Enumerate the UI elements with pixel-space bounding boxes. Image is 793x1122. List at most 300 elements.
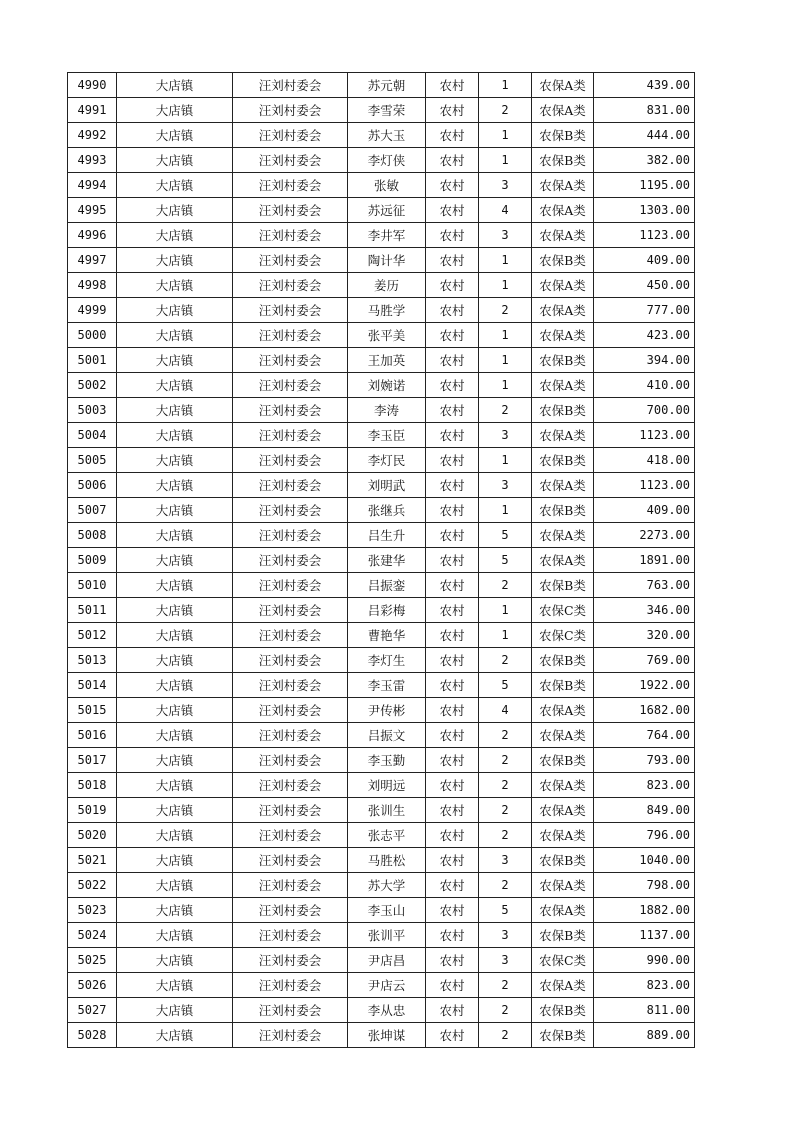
table-row	[68, 923, 695, 948]
table-row	[68, 673, 695, 698]
cell-count: 1	[479, 373, 532, 398]
cell-count: 2	[479, 1023, 532, 1048]
cell-village: 汪刘村委会	[233, 823, 348, 848]
table-row	[68, 573, 695, 598]
cell-type: 农村	[426, 1023, 479, 1048]
cell-amount: 811.00	[594, 998, 695, 1023]
cell-count: 5	[479, 523, 532, 548]
cell-category: 农保B类	[532, 748, 594, 773]
cell-village: 汪刘村委会	[233, 773, 348, 798]
cell-category: 农保A类	[532, 823, 594, 848]
cell-amount: 450.00	[594, 273, 695, 298]
cell-name: 王加英	[348, 348, 426, 373]
cell-town: 大店镇	[117, 648, 233, 673]
cell-id: 5017	[68, 748, 117, 773]
cell-category: 农保B类	[532, 648, 594, 673]
cell-town: 大店镇	[117, 223, 233, 248]
cell-village: 汪刘村委会	[233, 573, 348, 598]
cell-village: 汪刘村委会	[233, 273, 348, 298]
cell-town: 大店镇	[117, 423, 233, 448]
cell-village: 汪刘村委会	[233, 198, 348, 223]
cell-type: 农村	[426, 798, 479, 823]
cell-town: 大店镇	[117, 373, 233, 398]
cell-village: 汪刘村委会	[233, 873, 348, 898]
cell-type: 农村	[426, 398, 479, 423]
cell-amount: 409.00	[594, 498, 695, 523]
cell-type: 农村	[426, 98, 479, 123]
cell-name: 李井军	[348, 223, 426, 248]
cell-amount: 382.00	[594, 148, 695, 173]
cell-type: 农村	[426, 273, 479, 298]
cell-town: 大店镇	[117, 323, 233, 348]
cell-count: 3	[479, 948, 532, 973]
cell-name: 尹店云	[348, 973, 426, 998]
table-row	[68, 398, 695, 423]
cell-type: 农村	[426, 523, 479, 548]
cell-name: 马胜松	[348, 848, 426, 873]
cell-id: 5010	[68, 573, 117, 598]
cell-count: 1	[479, 248, 532, 273]
cell-id: 4991	[68, 98, 117, 123]
cell-amount: 769.00	[594, 648, 695, 673]
cell-count: 2	[479, 648, 532, 673]
cell-count: 2	[479, 398, 532, 423]
cell-village: 汪刘村委会	[233, 498, 348, 523]
cell-name: 刘明武	[348, 473, 426, 498]
cell-town: 大店镇	[117, 98, 233, 123]
cell-id: 4996	[68, 223, 117, 248]
cell-category: 农保A类	[532, 373, 594, 398]
cell-town: 大店镇	[117, 348, 233, 373]
cell-id: 4992	[68, 123, 117, 148]
cell-town: 大店镇	[117, 873, 233, 898]
table-row	[68, 323, 695, 348]
cell-type: 农村	[426, 998, 479, 1023]
cell-name: 李玉雷	[348, 673, 426, 698]
cell-count: 5	[479, 898, 532, 923]
cell-id: 4990	[68, 73, 117, 98]
cell-category: 农保B类	[532, 148, 594, 173]
cell-town: 大店镇	[117, 748, 233, 773]
table-row	[68, 1023, 695, 1048]
cell-type: 农村	[426, 748, 479, 773]
cell-town: 大店镇	[117, 998, 233, 1023]
cell-id: 4997	[68, 248, 117, 273]
cell-count: 5	[479, 673, 532, 698]
cell-count: 2	[479, 723, 532, 748]
cell-category: 农保B类	[532, 248, 594, 273]
cell-village: 汪刘村委会	[233, 648, 348, 673]
cell-category: 农保C类	[532, 598, 594, 623]
cell-town: 大店镇	[117, 773, 233, 798]
cell-town: 大店镇	[117, 73, 233, 98]
cell-amount: 990.00	[594, 948, 695, 973]
cell-category: 农保B类	[532, 448, 594, 473]
cell-count: 5	[479, 548, 532, 573]
cell-name: 张志平	[348, 823, 426, 848]
cell-village: 汪刘村委会	[233, 448, 348, 473]
cell-amount: 1195.00	[594, 173, 695, 198]
cell-category: 农保A类	[532, 723, 594, 748]
cell-name: 苏远征	[348, 198, 426, 223]
table-row	[68, 723, 695, 748]
table-row	[68, 623, 695, 648]
table-row	[68, 798, 695, 823]
cell-count: 3	[479, 223, 532, 248]
cell-amount: 1882.00	[594, 898, 695, 923]
table-row	[68, 73, 695, 98]
cell-type: 农村	[426, 348, 479, 373]
cell-village: 汪刘村委会	[233, 173, 348, 198]
cell-type: 农村	[426, 198, 479, 223]
cell-id: 5020	[68, 823, 117, 848]
cell-name: 张训平	[348, 923, 426, 948]
cell-village: 汪刘村委会	[233, 373, 348, 398]
cell-id: 5003	[68, 398, 117, 423]
table-row	[68, 173, 695, 198]
cell-name: 尹传彬	[348, 698, 426, 723]
cell-id: 5009	[68, 548, 117, 573]
cell-count: 3	[479, 848, 532, 873]
cell-type: 农村	[426, 898, 479, 923]
cell-type: 农村	[426, 73, 479, 98]
cell-type: 农村	[426, 723, 479, 748]
cell-id: 5024	[68, 923, 117, 948]
table-row	[68, 223, 695, 248]
cell-amount: 889.00	[594, 1023, 695, 1048]
cell-village: 汪刘村委会	[233, 148, 348, 173]
cell-village: 汪刘村委会	[233, 73, 348, 98]
cell-village: 汪刘村委会	[233, 423, 348, 448]
cell-town: 大店镇	[117, 973, 233, 998]
cell-town: 大店镇	[117, 198, 233, 223]
cell-type: 农村	[426, 323, 479, 348]
cell-name: 陶计华	[348, 248, 426, 273]
cell-village: 汪刘村委会	[233, 323, 348, 348]
cell-category: 农保B类	[532, 123, 594, 148]
cell-village: 汪刘村委会	[233, 598, 348, 623]
cell-id: 5012	[68, 623, 117, 648]
cell-name: 李灯侠	[348, 148, 426, 173]
cell-type: 农村	[426, 948, 479, 973]
cell-amount: 798.00	[594, 873, 695, 898]
cell-town: 大店镇	[117, 498, 233, 523]
cell-village: 汪刘村委会	[233, 623, 348, 648]
cell-town: 大店镇	[117, 698, 233, 723]
cell-amount: 444.00	[594, 123, 695, 148]
cell-village: 汪刘村委会	[233, 123, 348, 148]
roster-table	[67, 72, 695, 1048]
roster-body	[68, 73, 695, 1048]
cell-category: 农保A类	[532, 523, 594, 548]
cell-amount: 1040.00	[594, 848, 695, 873]
cell-category: 农保A类	[532, 973, 594, 998]
cell-amount: 823.00	[594, 773, 695, 798]
cell-type: 农村	[426, 773, 479, 798]
table-row	[68, 698, 695, 723]
cell-village: 汪刘村委会	[233, 398, 348, 423]
table-row	[68, 98, 695, 123]
table-row	[68, 248, 695, 273]
table-row	[68, 548, 695, 573]
cell-town: 大店镇	[117, 948, 233, 973]
table-row	[68, 473, 695, 498]
table-row	[68, 448, 695, 473]
cell-id: 5018	[68, 773, 117, 798]
cell-amount: 1891.00	[594, 548, 695, 573]
cell-village: 汪刘村委会	[233, 723, 348, 748]
cell-type: 农村	[426, 473, 479, 498]
cell-id: 5023	[68, 898, 117, 923]
cell-category: 农保A类	[532, 73, 594, 98]
cell-count: 1	[479, 73, 532, 98]
cell-category: 农保A类	[532, 773, 594, 798]
cell-amount: 1922.00	[594, 673, 695, 698]
cell-count: 2	[479, 573, 532, 598]
cell-category: 农保B类	[532, 398, 594, 423]
cell-type: 农村	[426, 148, 479, 173]
cell-name: 吕振文	[348, 723, 426, 748]
cell-amount: 849.00	[594, 798, 695, 823]
cell-name: 李涛	[348, 398, 426, 423]
cell-town: 大店镇	[117, 173, 233, 198]
cell-name: 李玉臣	[348, 423, 426, 448]
cell-category: 农保A类	[532, 798, 594, 823]
table-row	[68, 198, 695, 223]
table-row	[68, 423, 695, 448]
cell-name: 李玉勤	[348, 748, 426, 773]
cell-name: 张建华	[348, 548, 426, 573]
cell-name: 曹艳华	[348, 623, 426, 648]
cell-id: 5006	[68, 473, 117, 498]
cell-town: 大店镇	[117, 823, 233, 848]
cell-id: 5028	[68, 1023, 117, 1048]
cell-name: 吕振銮	[348, 573, 426, 598]
cell-category: 农保A类	[532, 198, 594, 223]
cell-town: 大店镇	[117, 923, 233, 948]
cell-category: 农保B类	[532, 348, 594, 373]
cell-count: 1	[479, 448, 532, 473]
cell-count: 1	[479, 323, 532, 348]
cell-type: 农村	[426, 873, 479, 898]
table-row	[68, 298, 695, 323]
cell-count: 2	[479, 798, 532, 823]
cell-type: 农村	[426, 123, 479, 148]
cell-type: 农村	[426, 373, 479, 398]
table-row	[68, 848, 695, 873]
cell-id: 5004	[68, 423, 117, 448]
cell-name: 吕彩梅	[348, 598, 426, 623]
cell-name: 李灯民	[348, 448, 426, 473]
cell-count: 2	[479, 873, 532, 898]
cell-id: 5008	[68, 523, 117, 548]
cell-amount: 796.00	[594, 823, 695, 848]
table-row	[68, 348, 695, 373]
cell-amount: 1303.00	[594, 198, 695, 223]
cell-village: 汪刘村委会	[233, 548, 348, 573]
cell-name: 张敏	[348, 173, 426, 198]
cell-amount: 823.00	[594, 973, 695, 998]
cell-category: 农保C类	[532, 948, 594, 973]
cell-category: 农保A类	[532, 173, 594, 198]
cell-amount: 346.00	[594, 598, 695, 623]
cell-amount: 793.00	[594, 748, 695, 773]
cell-count: 1	[479, 148, 532, 173]
cell-count: 2	[479, 823, 532, 848]
cell-town: 大店镇	[117, 573, 233, 598]
cell-town: 大店镇	[117, 123, 233, 148]
table-row	[68, 873, 695, 898]
cell-village: 汪刘村委会	[233, 948, 348, 973]
cell-category: 农保A类	[532, 698, 594, 723]
cell-count: 4	[479, 198, 532, 223]
cell-amount: 1123.00	[594, 223, 695, 248]
table-row	[68, 148, 695, 173]
cell-count: 1	[479, 498, 532, 523]
table-row	[68, 998, 695, 1023]
table-row	[68, 498, 695, 523]
cell-category: 农保A类	[532, 548, 594, 573]
cell-name: 马胜学	[348, 298, 426, 323]
cell-category: 农保A类	[532, 298, 594, 323]
cell-count: 1	[479, 123, 532, 148]
cell-town: 大店镇	[117, 723, 233, 748]
table-row	[68, 523, 695, 548]
cell-name: 苏元朝	[348, 73, 426, 98]
cell-town: 大店镇	[117, 523, 233, 548]
cell-id: 5011	[68, 598, 117, 623]
cell-type: 农村	[426, 673, 479, 698]
cell-village: 汪刘村委会	[233, 673, 348, 698]
cell-type: 农村	[426, 423, 479, 448]
cell-count: 2	[479, 748, 532, 773]
cell-type: 农村	[426, 848, 479, 873]
cell-category: 农保B类	[532, 848, 594, 873]
cell-amount: 409.00	[594, 248, 695, 273]
cell-id: 5027	[68, 998, 117, 1023]
table-row	[68, 373, 695, 398]
cell-village: 汪刘村委会	[233, 473, 348, 498]
cell-id: 5014	[68, 673, 117, 698]
cell-town: 大店镇	[117, 248, 233, 273]
cell-count: 2	[479, 298, 532, 323]
cell-name: 李玉山	[348, 898, 426, 923]
cell-id: 5016	[68, 723, 117, 748]
cell-count: 3	[479, 473, 532, 498]
cell-amount: 831.00	[594, 98, 695, 123]
cell-town: 大店镇	[117, 398, 233, 423]
cell-category: 农保A类	[532, 223, 594, 248]
cell-amount: 700.00	[594, 398, 695, 423]
cell-count: 1	[479, 623, 532, 648]
cell-id: 5005	[68, 448, 117, 473]
cell-id: 5026	[68, 973, 117, 998]
cell-name: 张继兵	[348, 498, 426, 523]
table-row	[68, 648, 695, 673]
cell-village: 汪刘村委会	[233, 848, 348, 873]
table-row	[68, 973, 695, 998]
cell-name: 吕生升	[348, 523, 426, 548]
cell-category: 农保A类	[532, 473, 594, 498]
cell-type: 农村	[426, 698, 479, 723]
cell-count: 3	[479, 923, 532, 948]
cell-category: 农保B类	[532, 673, 594, 698]
cell-village: 汪刘村委会	[233, 998, 348, 1023]
cell-town: 大店镇	[117, 548, 233, 573]
cell-amount: 1123.00	[594, 473, 695, 498]
cell-category: 农保A类	[532, 273, 594, 298]
cell-name: 李雪荣	[348, 98, 426, 123]
cell-id: 5019	[68, 798, 117, 823]
cell-count: 1	[479, 598, 532, 623]
cell-id: 4993	[68, 148, 117, 173]
table-row	[68, 898, 695, 923]
cell-category: 农保A类	[532, 98, 594, 123]
cell-count: 3	[479, 423, 532, 448]
cell-village: 汪刘村委会	[233, 748, 348, 773]
cell-town: 大店镇	[117, 273, 233, 298]
cell-type: 农村	[426, 598, 479, 623]
cell-amount: 439.00	[594, 73, 695, 98]
cell-amount: 418.00	[594, 448, 695, 473]
cell-name: 张训生	[348, 798, 426, 823]
cell-id: 5022	[68, 873, 117, 898]
cell-id: 5001	[68, 348, 117, 373]
cell-id: 4998	[68, 273, 117, 298]
cell-id: 5015	[68, 698, 117, 723]
cell-village: 汪刘村委会	[233, 898, 348, 923]
cell-type: 农村	[426, 623, 479, 648]
cell-name: 尹店昌	[348, 948, 426, 973]
cell-type: 农村	[426, 548, 479, 573]
cell-amount: 1137.00	[594, 923, 695, 948]
cell-type: 农村	[426, 923, 479, 948]
table-row	[68, 773, 695, 798]
table-row	[68, 123, 695, 148]
cell-village: 汪刘村委会	[233, 98, 348, 123]
cell-category: 农保A类	[532, 423, 594, 448]
cell-village: 汪刘村委会	[233, 298, 348, 323]
cell-amount: 764.00	[594, 723, 695, 748]
cell-amount: 1123.00	[594, 423, 695, 448]
cell-village: 汪刘村委会	[233, 1023, 348, 1048]
cell-name: 刘明远	[348, 773, 426, 798]
cell-count: 2	[479, 973, 532, 998]
table-row	[68, 948, 695, 973]
cell-count: 1	[479, 273, 532, 298]
cell-village: 汪刘村委会	[233, 798, 348, 823]
cell-id: 4994	[68, 173, 117, 198]
cell-amount: 763.00	[594, 573, 695, 598]
cell-amount: 423.00	[594, 323, 695, 348]
cell-amount: 777.00	[594, 298, 695, 323]
cell-name: 张坤谋	[348, 1023, 426, 1048]
cell-id: 5002	[68, 373, 117, 398]
cell-village: 汪刘村委会	[233, 923, 348, 948]
cell-count: 2	[479, 98, 532, 123]
table-row	[68, 598, 695, 623]
cell-count: 2	[479, 998, 532, 1023]
cell-category: 农保B类	[532, 923, 594, 948]
table-row	[68, 823, 695, 848]
cell-name: 李从忠	[348, 998, 426, 1023]
cell-id: 5013	[68, 648, 117, 673]
cell-count: 1	[479, 348, 532, 373]
table-row	[68, 748, 695, 773]
cell-town: 大店镇	[117, 598, 233, 623]
cell-category: 农保A类	[532, 323, 594, 348]
cell-town: 大店镇	[117, 623, 233, 648]
